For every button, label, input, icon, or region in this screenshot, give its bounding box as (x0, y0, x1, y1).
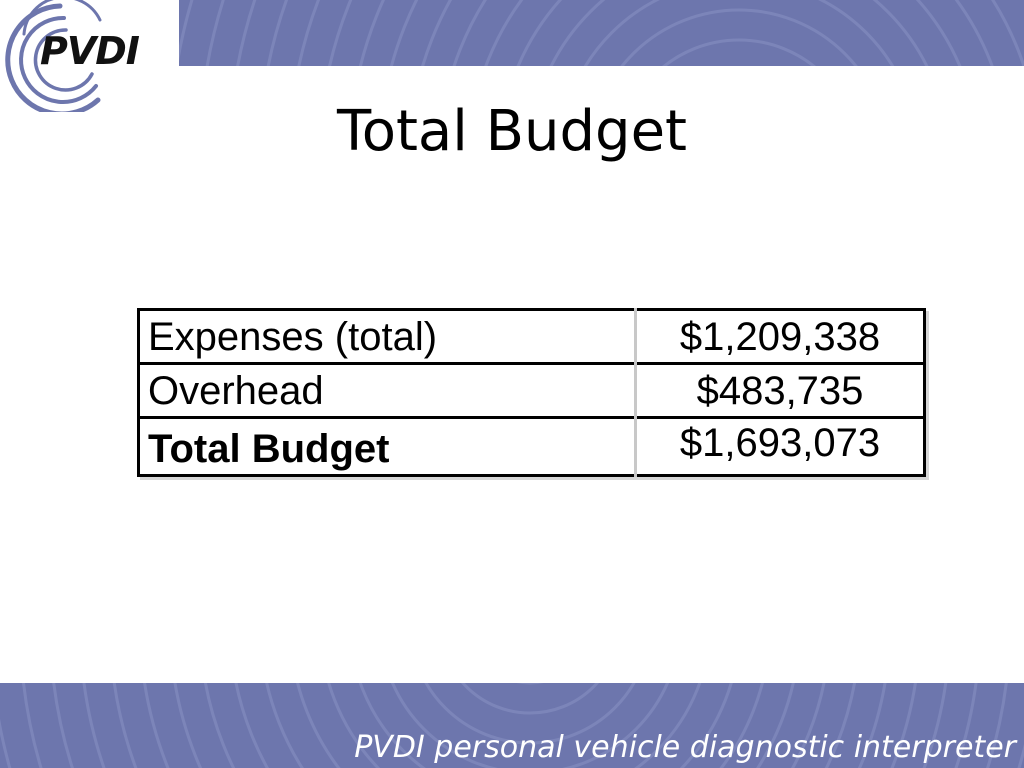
row-value: $1,693,073 (636, 418, 925, 476)
table-row (139, 364, 925, 418)
logo-wordmark: PVDI (40, 29, 139, 73)
page-title: Total Budget (337, 99, 687, 164)
band-ring-pattern (179, 0, 1024, 66)
header-band (179, 0, 1024, 66)
row-label: Total Budget (139, 418, 636, 476)
row-label: Overhead (139, 364, 636, 418)
row-label: Expenses (total) (139, 310, 636, 364)
table-row (139, 310, 925, 364)
row-value: $483,735 (636, 364, 925, 418)
footer-tagline: PVDI personal vehicle diagnostic interpreter (354, 730, 1016, 765)
table-row-total (139, 418, 925, 476)
row-value: $1,209,338 (679, 314, 881, 359)
budget-table (137, 308, 926, 477)
pvdi-logo (0, 0, 179, 112)
